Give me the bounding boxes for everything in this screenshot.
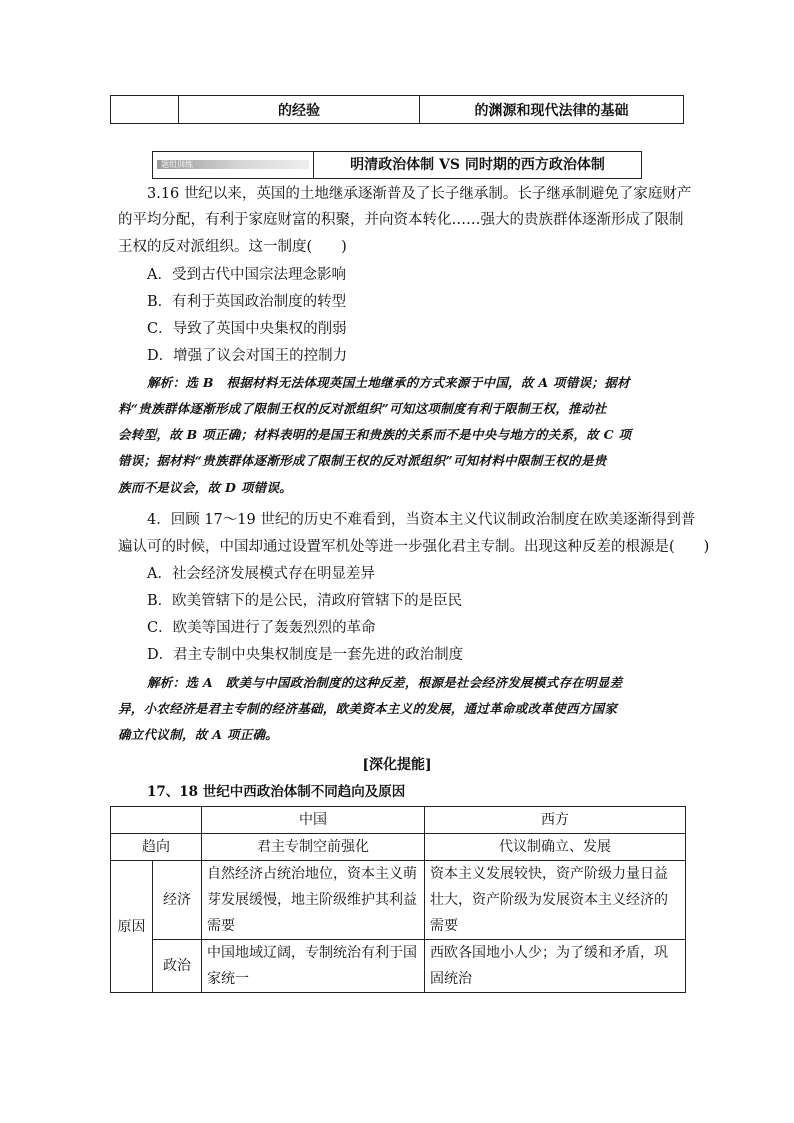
politics-west: 西欧各国地小人少；为了缓和矛盾，巩固统治 [425,940,686,993]
q4-option-a: A．社会经济发展模式存在明显差异 [147,566,375,582]
topic-banner [152,151,642,179]
economy-china: 自然经济占统治地位，资本主义萌芽发展缓慢，地主阶级维护其利益需要 [202,861,425,940]
q4-option-c: C．欧美等国进行了轰轰烈烈的革命 [147,620,376,636]
header-china: 中国 [202,807,425,834]
q3-option-d: D．增强了议会对国王的控制力 [147,348,348,364]
q4-stem-line-2: 遍认可的时候，中国却通过设置军机处等进一步强化君主专制。出现这种反差的根源是( ) [118,539,710,555]
q3-analysis-line-4: 错误；据材料“贵族群体逐渐形成了限制王权的反对派组织”可知材料中限制王权的是贵 [118,453,607,468]
q3-option-b: B．有利于英国政治制度的转型 [147,294,347,310]
top-partial-table [110,95,684,124]
banner-tag [153,152,314,178]
q4-option-d: D．君主专制中央集权制度是一套先进的政治制度 [147,647,464,663]
q3-stem-line-3: 王权的反对派组织。这一制度( ) [118,239,347,255]
trend-label: 趋向 [111,834,202,861]
header-empty-cell [111,807,202,834]
top-table-cell-3: 的渊源和现代法律的基础 [420,96,684,124]
q3-option-c: C．导致了英国中央集权的削弱 [147,321,347,337]
q4-analysis-line-1: 解析：选 A 欧美与中国政治制度的这种反差，根源是社会经济发展模式存在明显差 [147,675,623,690]
q4-analysis-line-3: 确立代议制，故 A 项正确。 [118,727,279,742]
banner-tag-label: 题组训练 [161,160,193,169]
q3-analysis-line-3: 会转型，故 B 项正确；材料表明的是国王和贵族的关系而不是中央与地方的关系，故 C 项 [118,427,632,442]
q3-analysis-line-1: 解析：选 B 根据材料无法体现英国土地继承的方式来源于中国，故 A 项错误；据材 [147,375,630,390]
deepen-section-label: [深化提能] [362,757,432,773]
politics-china: 中国地域辽阔，专制统治有利于国家统一 [202,940,425,993]
economy-west: 资本主义发展较快，资产阶级力量日益壮大，资产阶级为发展资本主义经济的需要 [425,861,686,940]
q3-stem-line-1: 3.16 世纪以来，英国的土地继承逐渐普及了长子继承制。长子继承制避免了家庭财产 [147,186,692,202]
q3-option-a: A．受到古代中国宗法理念影响 [147,267,346,283]
comparison-table [110,806,686,993]
table-row-trend [111,834,686,861]
reason-label: 原因 [111,861,153,993]
q4-option-b: B．欧美管辖下的是公民，清政府管辖下的是臣民 [147,593,463,609]
politics-label: 政治 [153,940,202,993]
table-row-economy [111,861,686,940]
trend-china: 君主专制空前强化 [202,834,425,861]
trend-west: 代议制确立、发展 [425,834,686,861]
q3-stem-line-2: 的平均分配，有利于家庭财富的积聚，并向资本转化……强大的贵族群体逐渐形成了限制 [118,212,684,228]
header-west: 西方 [425,807,686,834]
banner-title: 明清政治体制 VS 同时期的西方政治体制 [350,157,605,173]
comparison-table-title: 17、18 世纪中西政治体制不同趋向及原因 [147,784,406,800]
table-row-politics [111,940,686,993]
top-table-cell-1 [111,96,179,124]
table-header-row [111,807,686,834]
economy-label: 经济 [153,861,202,940]
q4-stem-line-1: 4．回顾 17～19 世纪的历史不难看到，当资本主义代议制政治制度在欧美逐渐得到普 [147,512,696,528]
top-table-cell-2: 的经验 [179,96,420,124]
q3-analysis-line-2: 料“贵族群体逐渐形成了限制王权的反对派组织”可知这项制度有利于限制王权，推动社 [118,401,607,416]
q4-analysis-line-2: 异，小农经济是君主专制的经济基础，欧美资本主义的发展，通过革命或改革使西方国家 [118,701,618,716]
q3-analysis-line-5: 族而不是议会，故 D 项错误。 [118,480,293,495]
